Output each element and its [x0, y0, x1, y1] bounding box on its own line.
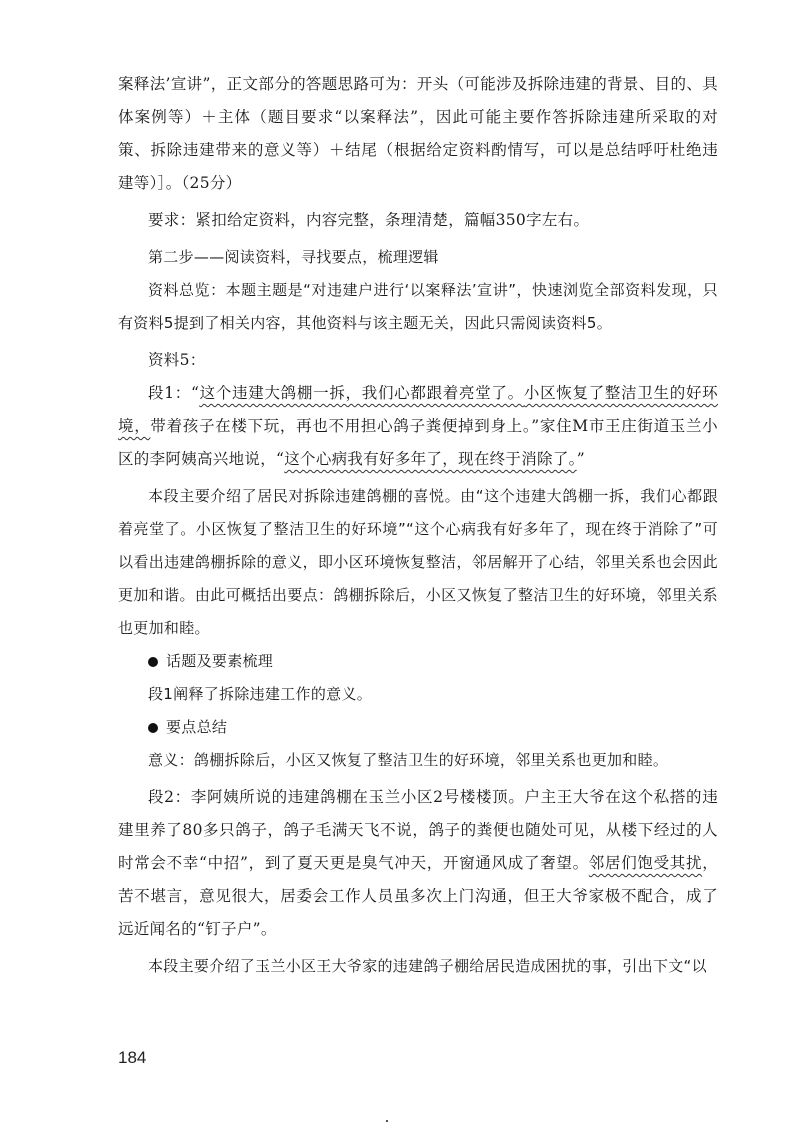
bullet-summary-label: 要点总结	[166, 718, 228, 736]
seg1-quote3: 这个心病我有好多年了，现在终于消除了。	[284, 450, 577, 468]
bullet-topic-label: 话题及要素梳理	[166, 652, 274, 670]
page-number: 184	[118, 1048, 147, 1067]
scan-speck	[386, 1120, 388, 1122]
bullet-summary	[118, 711, 718, 744]
bullet-dot-icon	[148, 723, 158, 733]
analysis2-paragraph: 本段主要介绍了玉兰小区王大爷家的违建鸽子棚给居民造成困扰的事，引出下文“以	[148, 957, 707, 975]
seg1-prefix: 段1：“	[148, 384, 200, 402]
bullet-dot-icon	[148, 657, 158, 667]
intro-paragraph: 案释法’宣讲”，正文部分的答题思路可为：开头（可能涉及拆除违建的背景、目的、具体案例等）＋主体（题目要求“以案释法”，因此可能主要作答拆除违建所采取的对策、拆除违建带来的意义等）＋结尾（根据给定资料酌情写，可以是总结呼吁杜绝违建等）］。（25分）	[118, 75, 718, 192]
requirement-text: 要求：紧扣给定资料，内容完整，条理清楚，篇幅350字左右。	[148, 211, 590, 229]
seg2-after: ，苦不堪言，意见很大，居委会工作人员虽多次上门沟通，但王大爷家极不配合，成了远近闻名的“钉子户”。	[118, 854, 718, 938]
summary-text: 意义：鸽棚拆除后，小区又恢复了整洁卫生的好环境，邻里关系也更加和睦。	[148, 751, 669, 769]
seg2-underlined: 邻居们饱受其扰	[588, 854, 703, 872]
seg2-before: 段2：李阿姨所说的违建鸽棚在玉兰小区2号楼楼顶。户主王大爷在这个私搭的违建里养了80多只鸽子，鸽子毛满天飞不说，鸽子的粪便也随处可见，从楼下经过的人时常会不幸“中招”，到了夏天更是臭气冲天，开窗通风成了奢望。	[118, 788, 718, 872]
topic-text: 段1阐释了拆除违建工作的意义。	[148, 685, 373, 703]
seg1-quote2: 小区恢复了整洁卫生的好环境，	[118, 384, 718, 435]
seg1-suffix: ”	[576, 450, 585, 468]
step2-heading: 第二步——阅读资料，寻找要点，梳理逻辑	[148, 248, 439, 266]
overview-paragraph: 资料总览：本题主题是“对违建户进行‘以案释法’宣讲”，快速浏览全部资料发现，只有资料5提到了相关内容，其他资料与该主题无关，因此只需阅读资料5。	[118, 281, 718, 332]
seg1-middle: 带着孩子在楼下玩，再也不用担心鸽子粪便掉到身上。”家住M市王庄街道玉兰小区的李阿姨高兴地说，“	[118, 417, 718, 468]
material-label: 资料5：	[148, 351, 206, 369]
segment1-paragraph	[118, 377, 718, 476]
analysis1-paragraph: 本段主要介绍了居民对拆除违建鸽棚的喜悦。由“这个违建大鸽棚一拆，我们心都跟着亮堂了。小区恢复了整洁卫生的好环境”“这个心病我有好多年了，现在终于消除了”可以看出违建鸽棚拆除的意义，即小区环境恢复整洁，邻居解开了心结，邻里关系也会因此更加和谐。由此可概括出要点：鸽棚拆除后，小区又恢复了整洁卫生的好环境，邻里关系也更加和睦。	[118, 487, 718, 637]
document-body	[118, 68, 718, 983]
segment2-paragraph	[118, 781, 718, 946]
seg1-quote1: 这个违建大鸽棚一拆，我们心都跟着亮堂了。	[199, 384, 524, 402]
bullet-topic	[118, 645, 718, 678]
